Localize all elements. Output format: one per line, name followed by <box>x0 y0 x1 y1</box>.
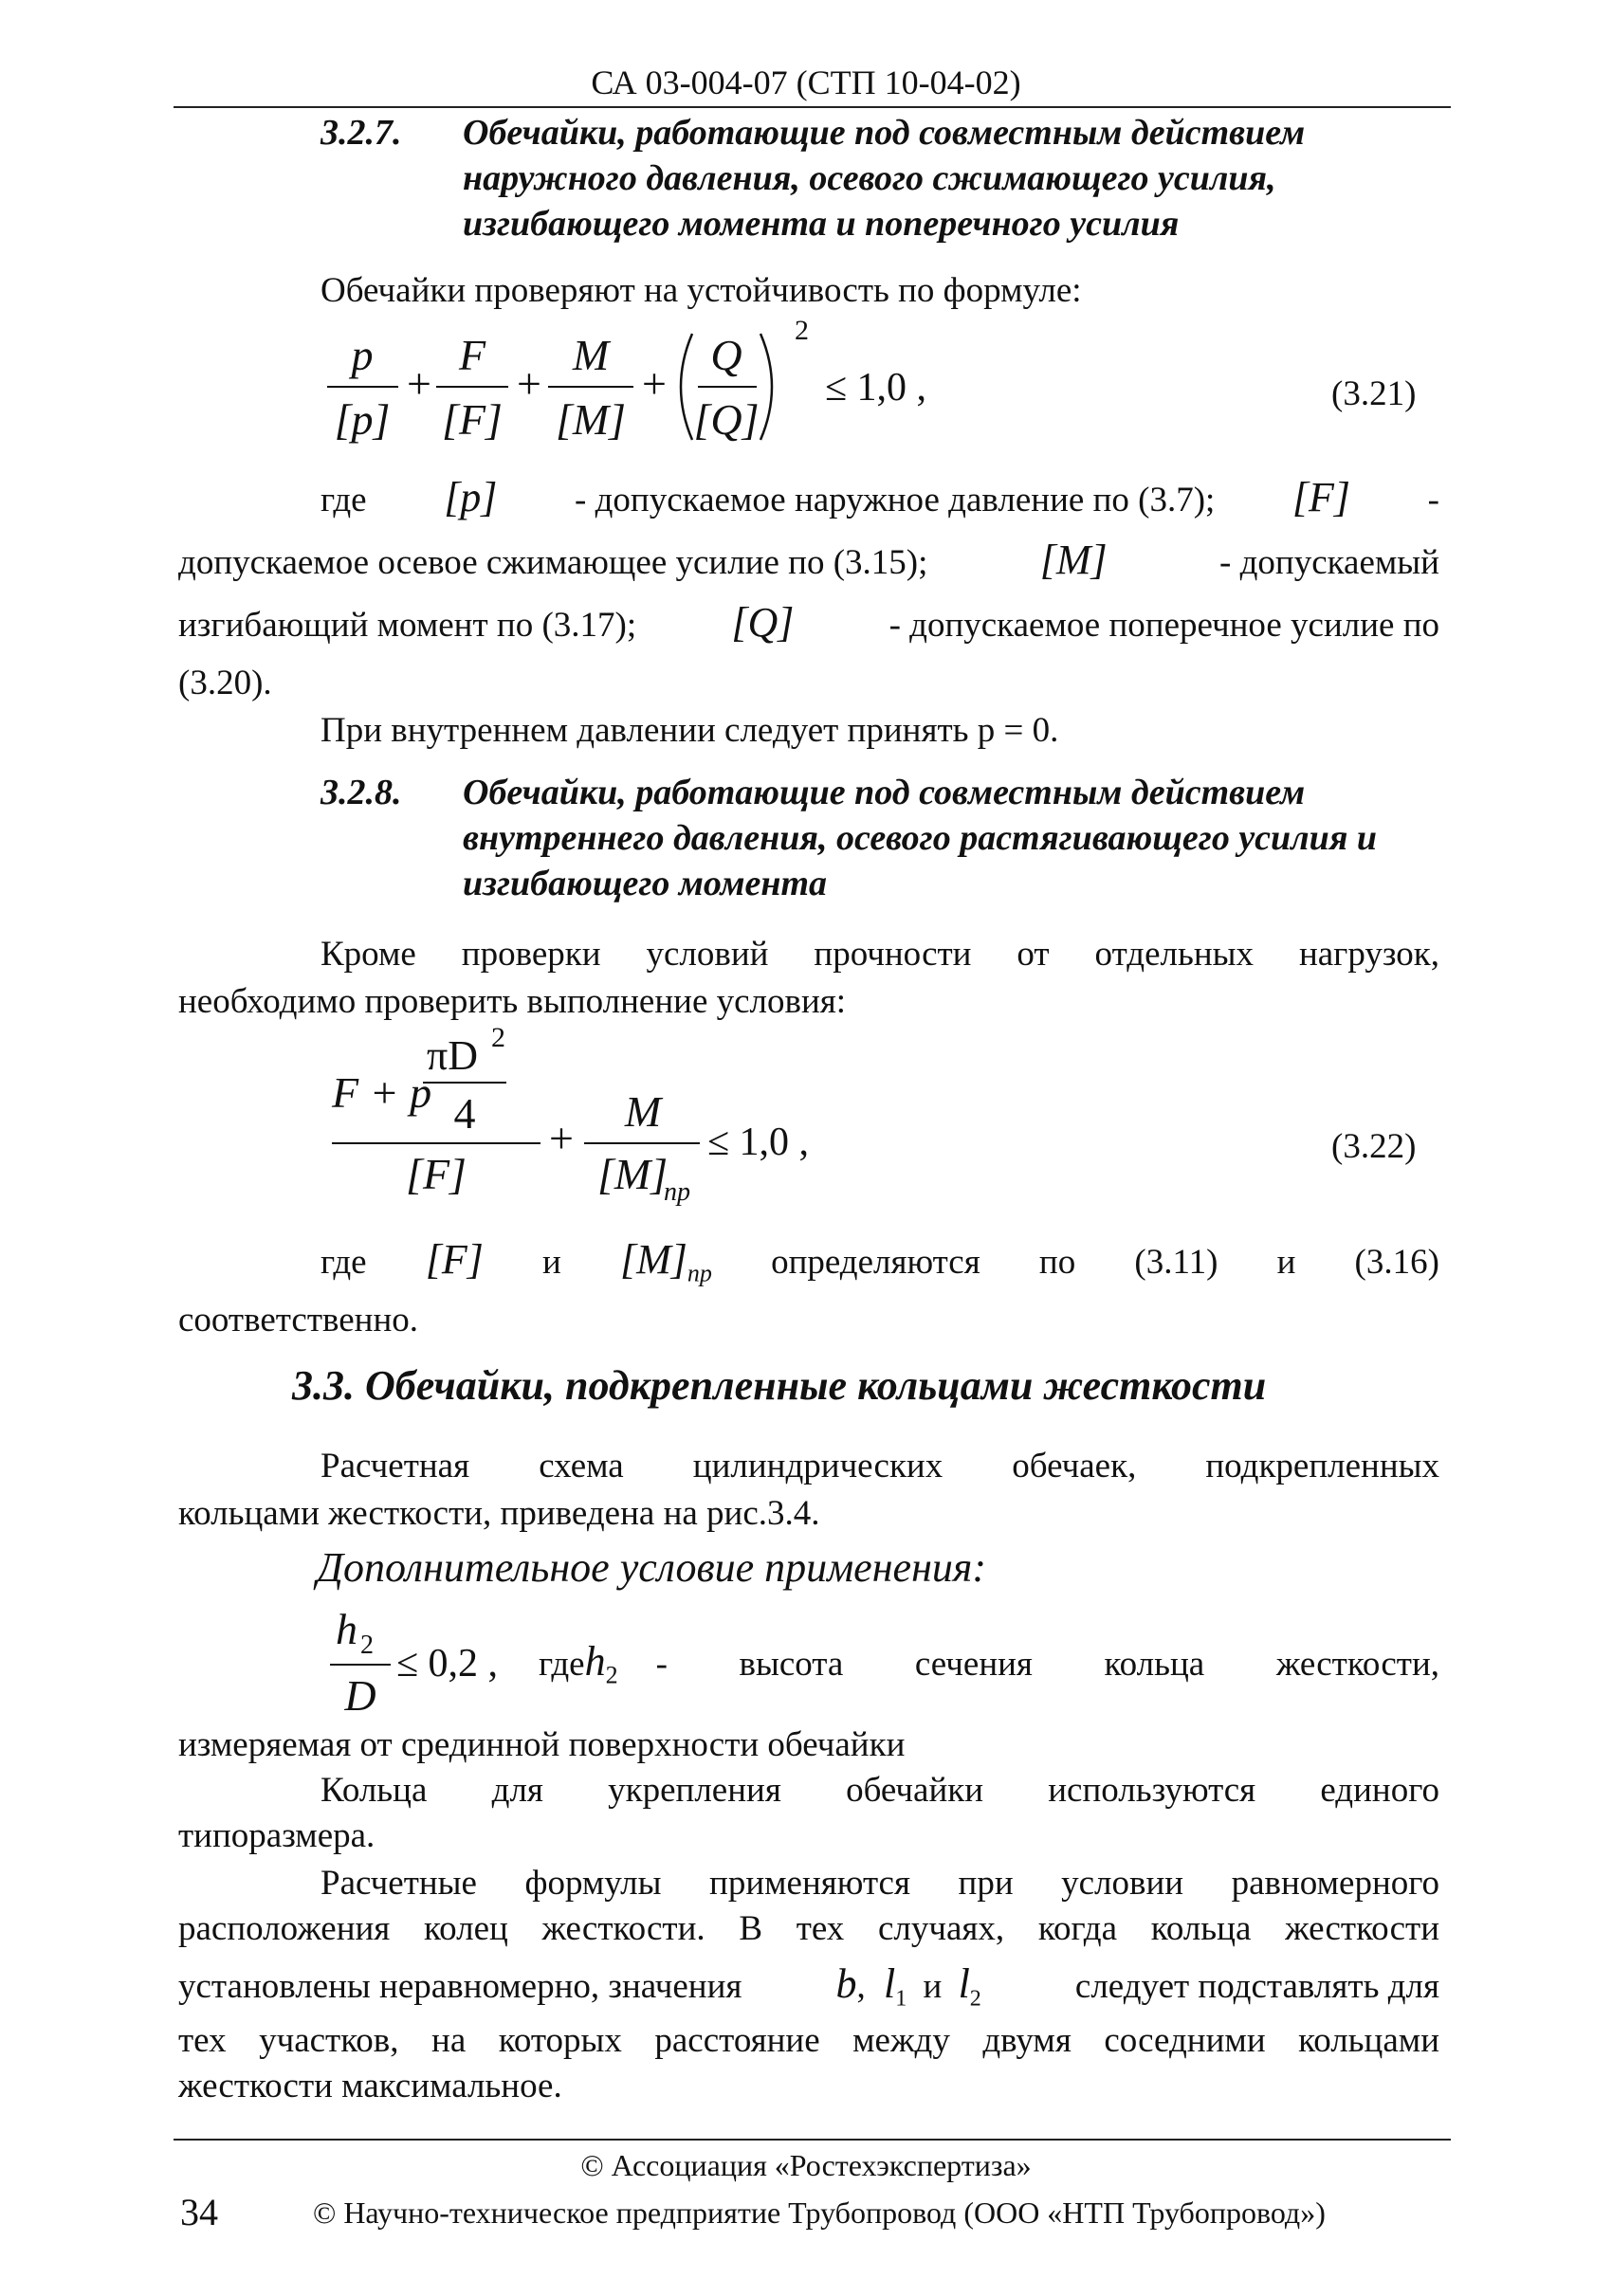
cond-sym: h <box>584 1638 606 1685</box>
s327-where-word: где <box>321 481 367 519</box>
f322-t2-den: [M] <box>597 1150 669 1198</box>
s328-where-line-1 <box>321 1236 1439 1297</box>
formula-3-21 <box>313 313 1451 465</box>
sym-l2: l <box>958 1960 970 2007</box>
sym-b: b <box>835 1960 857 2007</box>
s327-internal-pressure: При внутреннем давлении следует принять p = 0. <box>321 711 1059 750</box>
cond-sym-wrap <box>585 1638 618 1699</box>
f321-plus-2: + <box>517 359 541 408</box>
s328-sym-F: [F] <box>425 1236 484 1283</box>
s328-where-and-1: и <box>542 1243 561 1282</box>
s33-p3-text-a: установлены неравномерно, значения <box>178 1967 742 2006</box>
s33-p3-line-4: тех участков, на которых расстояние между двумя соседними кольцами <box>178 2021 1439 2060</box>
s33-p1-line-2: кольцами жесткости, приведена на рис.3.4. <box>178 1494 820 1533</box>
section-328-heading <box>321 770 1458 912</box>
s327-where-text-4: изгибающий момент по (3.17); <box>178 606 637 645</box>
f321-left-paren <box>681 334 692 440</box>
s33-p2-line-1: Кольца для укрепления обечайки используются единого <box>321 1771 1439 1810</box>
document-header: СА 03-004-07 (СТП 10-04-02) <box>591 64 1021 101</box>
s328-where-word: где <box>321 1243 367 1282</box>
f321-t4-num: Q <box>710 331 742 379</box>
s327-sym-M: [M] <box>1039 537 1108 583</box>
f322-inner-num: πD <box>427 1032 478 1079</box>
sym-l2-sub: 2 <box>969 1986 981 2012</box>
s328-where-and-2: и <box>1276 1243 1296 1282</box>
f321-t4-den: [Q] <box>693 395 760 444</box>
sym-l1: l <box>884 1960 896 2007</box>
s328-where-ref-2: (3.16) <box>1354 1243 1439 1282</box>
s328-where-line-2: соответственно. <box>178 1301 419 1339</box>
s33-p3-line-1: Расчетные формулы применяются при условии равномерного <box>321 1864 1439 1903</box>
page-number: 34 <box>180 2191 218 2233</box>
f321-t2-num: F <box>458 331 486 379</box>
cond-desc: - высота сечения кольца жесткости, <box>655 1645 1439 1684</box>
s327-sym-F: [F] <box>1291 474 1351 520</box>
s33-p1-line-1: Расчетная схема цилиндрических обечаек, подкрепленных <box>321 1447 1439 1485</box>
s327-where-text-3: - допускаемый <box>1219 543 1439 582</box>
section-328-title: Обечайки, работающие под совместным действием внутреннего давления, осевого растягивающего усилия и изгибающего момента <box>463 773 1378 903</box>
s327-where-text-2: допускаемое осевое сжимающее усилие по (3.15); <box>178 543 928 582</box>
f322-rhs: ≤ 1,0 , <box>707 1121 810 1164</box>
f321-plus-1: + <box>407 359 431 408</box>
f321-t3-den: [M] <box>555 395 627 444</box>
s33-p3-symbols <box>836 1960 981 2022</box>
s327-sym-Q: [Q] <box>731 599 795 646</box>
f322-t2-num: M <box>624 1087 662 1136</box>
f321-plus-3: + <box>642 359 667 408</box>
f321-t2-den: [F] <box>442 395 503 444</box>
s327-where-line-1 <box>321 474 1439 524</box>
f321-t3-num: M <box>572 331 610 379</box>
equation-number-3-21: (3.21) <box>1331 374 1417 413</box>
f321-right-paren <box>760 334 772 440</box>
section-328-number: 3.2.8. <box>321 773 402 812</box>
s328-sym-M: [M] <box>620 1236 687 1283</box>
s33-condition-line-2: измеряемая от срединной поверхности обечайки <box>178 1725 906 1764</box>
footer-association: © Ассоциация «Ростехэкспертиза» <box>580 2148 1032 2182</box>
s328-intro-line-2: необходимо проверить выполнение условия: <box>178 982 847 1021</box>
footer-rule <box>174 2139 1451 2141</box>
section-33-heading: 3.3. Обечайки, подкрепленные кольцами жесткости <box>292 1362 1267 1409</box>
f322-t2-den-sub: пр <box>664 1177 690 1207</box>
f321-t1-num: p <box>351 331 374 379</box>
equation-number-3-22: (3.22) <box>1331 1127 1417 1166</box>
sym-comma: , <box>856 1967 866 2006</box>
s327-where-line-3 <box>178 599 1439 649</box>
s328-where-by: по <box>1038 1243 1076 1282</box>
s327-where-line-4: (3.20). <box>178 664 272 702</box>
s327-where-text-1: - допускаемое наружное давление по (3.7); <box>575 481 1216 519</box>
cond-sym-sub: 2 <box>605 1661 618 1689</box>
cond-num-sub: 2 <box>360 1631 374 1660</box>
cond-where: где <box>539 1645 585 1684</box>
s327-sym-p: [p] <box>444 474 498 520</box>
s327-where-dash: - <box>1427 481 1439 519</box>
formula-3-22 <box>313 1024 1451 1213</box>
condition-description <box>539 1638 1439 1699</box>
f322-inner-exp: 2 <box>491 1024 505 1053</box>
f322-plus: + <box>549 1114 574 1162</box>
section-327-intro: Обечайки проверяют на устойчивость по формуле: <box>321 271 1082 310</box>
s33-p3-text-b: следует подставлять для <box>1074 1967 1439 2006</box>
s33-p3-line-3 <box>178 1960 1439 2022</box>
cond-rhs: ≤ 0,2 , <box>396 1642 499 1686</box>
s328-where-determined: определяются <box>771 1243 980 1282</box>
f322-den-1: [F] <box>406 1150 467 1198</box>
s328-intro-line-1: Кроме проверки условий прочности от отдельных нагрузок, <box>321 935 1439 974</box>
sym-l1-sub: 1 <box>895 1986 907 2012</box>
s328-sym-M-wrap <box>620 1236 712 1297</box>
section-327-title: Обечайки, работающие под совместным действием наружного давления, осевого сжимающего усилия, изгибающего момента и поперечного усилия <box>463 113 1306 244</box>
condition-formula <box>317 1598 544 1722</box>
section-327-heading <box>321 110 1458 252</box>
s33-p3-line-5: жесткости максимальное. <box>178 2067 562 2105</box>
f321-t1-den: [p] <box>334 395 391 444</box>
f322-num-a: F + p <box>332 1068 432 1117</box>
header-rule <box>174 106 1451 108</box>
s327-where-text-5: - допускаемое поперечное усилие по <box>888 606 1439 645</box>
cond-den: D <box>344 1671 376 1720</box>
sym-and: и <box>923 1967 943 2006</box>
s33-p3-line-2: расположения колец жесткости. В тех случаях, когда кольца жесткости <box>178 1909 1439 1948</box>
f321-exponent: 2 <box>795 315 809 346</box>
s33-condition-title: Дополнительное условие применения: <box>317 1544 986 1591</box>
f321-rhs: ≤ 1,0 , <box>825 366 927 410</box>
s328-sym-M-sub: пр <box>687 1259 712 1287</box>
cond-num: h <box>336 1605 357 1653</box>
footer-company: © Научно-техническое предприятие Трубопровод (ООО «НТП Трубопровод») <box>313 2196 1326 2230</box>
section-327-number: 3.2.7. <box>321 113 402 153</box>
s328-where-ref-1: (3.11) <box>1134 1243 1218 1282</box>
f322-inner-den: 4 <box>453 1089 476 1138</box>
s33-p2-line-2: типоразмера. <box>178 1816 376 1855</box>
s327-where-line-2 <box>178 537 1439 587</box>
